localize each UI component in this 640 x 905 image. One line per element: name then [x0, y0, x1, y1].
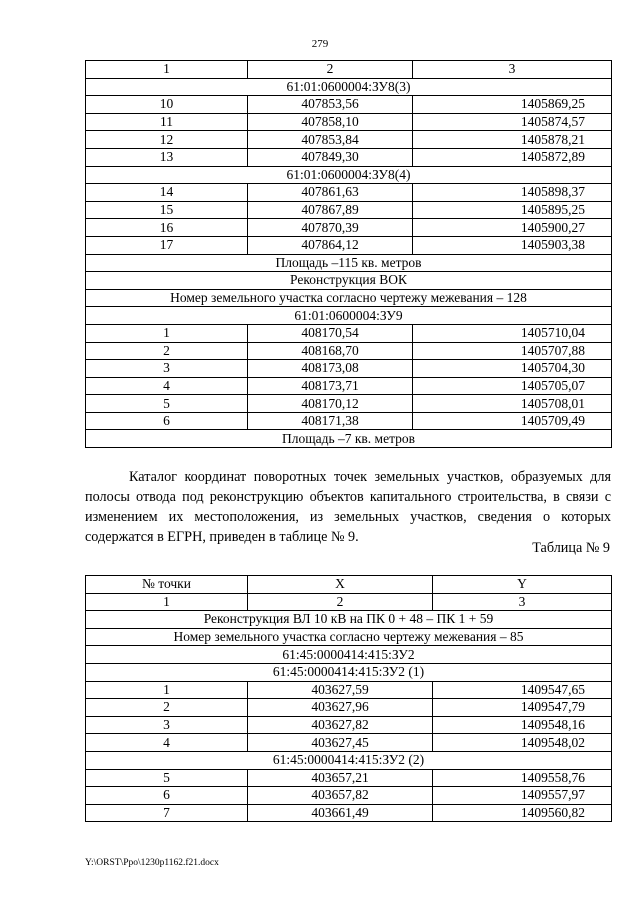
section-header-cell: Площадь –115 кв. метров: [86, 254, 612, 272]
x-coordinate-cell: 407867,89: [248, 201, 413, 219]
x-coordinate-cell: 407864,12: [248, 236, 413, 254]
column-number-cell: 1: [86, 61, 248, 79]
section-header-cell: Номер земельного участка согласно чертежу межевания – 85: [86, 628, 612, 646]
y-coordinate-cell: 1409548,16: [433, 716, 612, 734]
y-coordinate-cell: 1405710,04: [413, 324, 612, 342]
y-coordinate-cell: 1409547,79: [433, 699, 612, 717]
column-number-cell: 3: [413, 61, 612, 79]
table-row: [86, 699, 612, 717]
y-coordinate-cell: 1409558,76: [433, 769, 612, 787]
point-number-cell: 14: [86, 184, 248, 202]
section-header-cell: Реконструкция ВЛ 10 кВ на ПК 0 + 48 – ПК 1 + 59: [86, 611, 612, 629]
column-number-cell: 3: [433, 593, 612, 611]
section-header-cell: 61:01:0600004:ЗУ8(4): [86, 166, 612, 184]
section-header-row: [86, 272, 612, 290]
top-table-body: [86, 78, 612, 447]
x-coordinate-cell: 403627,45: [248, 734, 433, 752]
y-coordinate-cell: 1409547,65: [433, 681, 612, 699]
x-coordinate-cell: 407870,39: [248, 219, 413, 237]
section-header-row: [86, 628, 612, 646]
x-coordinate-cell: 408173,71: [248, 377, 413, 395]
column-title-cell: № точки: [86, 576, 248, 594]
y-coordinate-cell: 1409548,02: [433, 734, 612, 752]
table-caption: [85, 467, 611, 547]
section-header-row: [86, 254, 612, 272]
x-coordinate-cell: 407853,56: [248, 96, 413, 114]
y-coordinate-cell: 1409560,82: [433, 804, 612, 822]
x-coordinate-cell: 407853,84: [248, 131, 413, 149]
column-title-row: [86, 576, 612, 594]
x-coordinate-cell: 407861,63: [248, 184, 413, 202]
point-number-cell: 16: [86, 219, 248, 237]
table-row: [86, 360, 612, 378]
table-row: [86, 96, 612, 114]
y-coordinate-cell: 1405898,37: [413, 184, 612, 202]
point-number-cell: 5: [86, 395, 248, 413]
file-path-footer: Y:\ORST\Ppo\1230p1162.f21.docx: [85, 858, 219, 868]
point-number-cell: 1: [86, 681, 248, 699]
point-number-cell: 2: [86, 699, 248, 717]
point-number-cell: 6: [86, 412, 248, 430]
point-number-cell: 5: [86, 769, 248, 787]
column-title-cell: Y: [433, 576, 612, 594]
x-coordinate-cell: 407849,30: [248, 148, 413, 166]
table-label: Таблица № 9: [532, 540, 610, 556]
point-number-cell: 1: [86, 324, 248, 342]
y-coordinate-cell: 1405874,57: [413, 113, 612, 131]
point-number-cell: 7: [86, 804, 248, 822]
column-number-cell: 1: [86, 593, 248, 611]
point-number-cell: 6: [86, 787, 248, 805]
coordinates-table-9: [85, 575, 612, 822]
y-coordinate-cell: 1405704,30: [413, 360, 612, 378]
section-header-cell: Реконструкция ВОК: [86, 272, 612, 290]
table-row: [86, 377, 612, 395]
section-header-cell: 61:45:0000414:415:ЗУ2 (1): [86, 663, 612, 681]
x-coordinate-cell: 408170,54: [248, 324, 413, 342]
point-number-cell: 2: [86, 342, 248, 360]
point-number-cell: 3: [86, 716, 248, 734]
column-number-row: [86, 61, 612, 79]
table-row: [86, 804, 612, 822]
section-header-row: [86, 611, 612, 629]
x-coordinate-cell: 408171,38: [248, 412, 413, 430]
point-number-cell: 4: [86, 734, 248, 752]
x-coordinate-cell: 403627,59: [248, 681, 433, 699]
y-coordinate-cell: 1405872,89: [413, 148, 612, 166]
point-number-cell: 3: [86, 360, 248, 378]
column-number-cell: 2: [248, 61, 413, 79]
table-row: [86, 184, 612, 202]
x-coordinate-cell: 403657,82: [248, 787, 433, 805]
section-header-row: [86, 751, 612, 769]
table-row: [86, 734, 612, 752]
table-row: [86, 681, 612, 699]
y-coordinate-cell: 1405900,27: [413, 219, 612, 237]
section-header-row: [86, 166, 612, 184]
x-coordinate-cell: 408170,12: [248, 395, 413, 413]
section-header-row: [86, 78, 612, 96]
section-header-cell: Номер земельного участка согласно чертежу межевания – 128: [86, 289, 612, 307]
caption-text: Каталог координат поворотных точек земельных участков, образуемых для полосы отвода под реконструкцию объектов капитального строительства, в связи с изменением их местоположения, из земельных участков, сведения о которых содержатся в ЕГРН, приведен в таблице № 9.: [85, 469, 611, 545]
table-row: [86, 412, 612, 430]
y-coordinate-cell: 1405869,25: [413, 96, 612, 114]
table-row: [86, 131, 612, 149]
table-row: [86, 716, 612, 734]
table-row: [86, 342, 612, 360]
section-header-row: [86, 430, 612, 448]
section-header-cell: 61:45:0000414:415:ЗУ2 (2): [86, 751, 612, 769]
page-number: 279: [311, 38, 329, 50]
section-header-cell: Площадь –7 кв. метров: [86, 430, 612, 448]
y-coordinate-cell: 1409557,97: [433, 787, 612, 805]
table-row: [86, 201, 612, 219]
point-number-cell: 10: [86, 96, 248, 114]
coordinates-table-continued: [85, 60, 612, 448]
x-coordinate-cell: 403657,21: [248, 769, 433, 787]
y-coordinate-cell: 1405903,38: [413, 236, 612, 254]
x-coordinate-cell: 403627,82: [248, 716, 433, 734]
point-number-cell: 12: [86, 131, 248, 149]
column-number-cell: 2: [248, 593, 433, 611]
point-number-cell: 11: [86, 113, 248, 131]
table-row: [86, 113, 612, 131]
y-coordinate-cell: 1405709,49: [413, 412, 612, 430]
table-9-body: [86, 611, 612, 822]
section-header-row: [86, 289, 612, 307]
table-row: [86, 787, 612, 805]
x-coordinate-cell: 403661,49: [248, 804, 433, 822]
section-header-row: [86, 663, 612, 681]
y-coordinate-cell: 1405707,88: [413, 342, 612, 360]
y-coordinate-cell: 1405878,21: [413, 131, 612, 149]
section-header-cell: 61:45:0000414:415:ЗУ2: [86, 646, 612, 664]
table-row: [86, 395, 612, 413]
x-coordinate-cell: 407858,10: [248, 113, 413, 131]
y-coordinate-cell: 1405708,01: [413, 395, 612, 413]
section-header-cell: 61:01:0600004:ЗУ8(3): [86, 78, 612, 96]
y-coordinate-cell: 1405895,25: [413, 201, 612, 219]
section-header-row: [86, 307, 612, 325]
x-coordinate-cell: 408173,08: [248, 360, 413, 378]
point-number-cell: 17: [86, 236, 248, 254]
column-title-cell: X: [248, 576, 433, 594]
y-coordinate-cell: 1405705,07: [413, 377, 612, 395]
point-number-cell: 4: [86, 377, 248, 395]
table-row: [86, 236, 612, 254]
table-row: [86, 324, 612, 342]
x-coordinate-cell: 403627,96: [248, 699, 433, 717]
table-row: [86, 148, 612, 166]
table-row: [86, 219, 612, 237]
column-number-row: [86, 593, 612, 611]
section-header-row: [86, 646, 612, 664]
point-number-cell: 13: [86, 148, 248, 166]
point-number-cell: 15: [86, 201, 248, 219]
x-coordinate-cell: 408168,70: [248, 342, 413, 360]
table-row: [86, 769, 612, 787]
section-header-cell: 61:01:0600004:ЗУ9: [86, 307, 612, 325]
